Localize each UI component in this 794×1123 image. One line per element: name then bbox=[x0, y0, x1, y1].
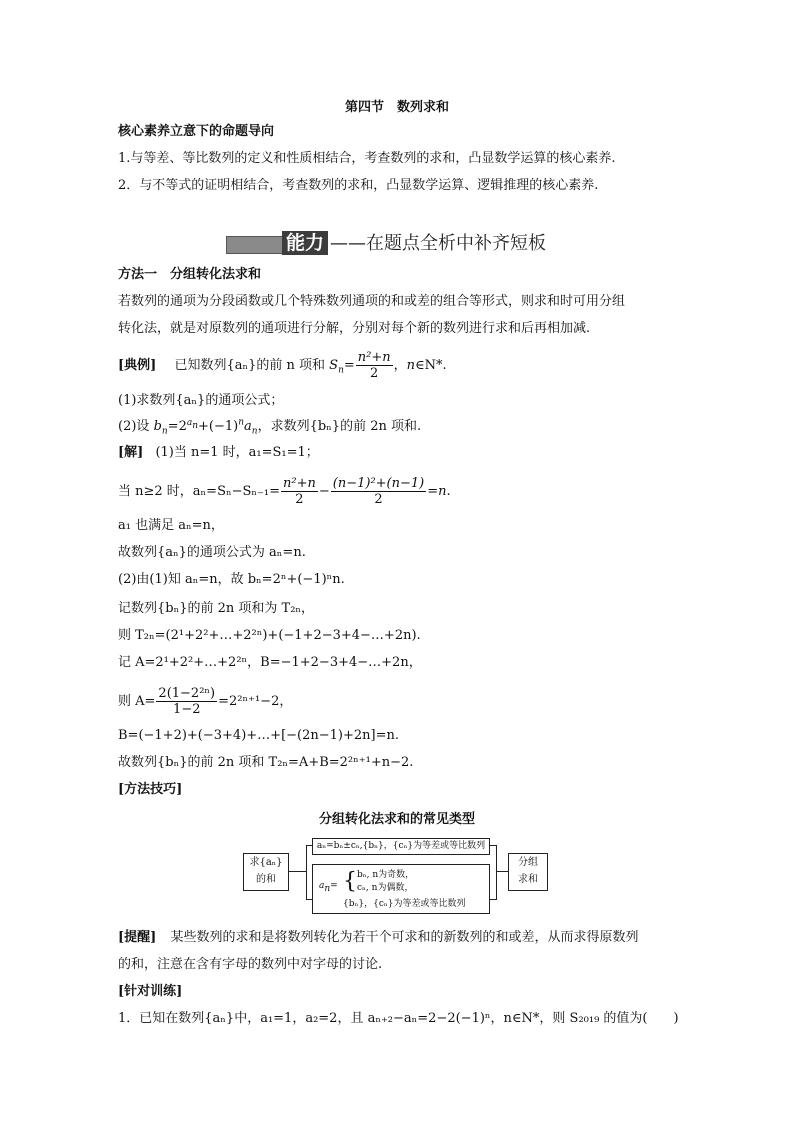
solution-step-1: (1)当 n=1 时，a₁=S₁=1； bbox=[155, 445, 319, 460]
diagram-title: 分组转化法求和的常见类型 bbox=[318, 812, 475, 827]
solution-step-4: 故数列{aₙ}的通项公式为 aₙ=n. bbox=[118, 545, 306, 560]
connector-right-vertical bbox=[496, 845, 497, 899]
mid-line-2: cₙ, n为偶数， bbox=[357, 883, 414, 893]
connector-left bbox=[288, 871, 306, 872]
reminder-label: [提醒] bbox=[118, 930, 157, 945]
diagram-middle-box bbox=[312, 864, 490, 914]
solution-step-10: B=(−1+2)+(−3+4)+…+[−(2n−1)+2n]=n. bbox=[118, 728, 399, 743]
method-desc-2: 转化法，就是对原数列的通项进行分解，分别对每个新的数列进行求和后再相加减. bbox=[118, 321, 591, 336]
example-label: [典例] bbox=[118, 358, 157, 373]
connector-right-bottom bbox=[489, 899, 497, 900]
brace-icon: { bbox=[343, 869, 357, 894]
solution-step-8: 记 A=2¹+2²+…+2²ⁿ，B=−1+2−3+4−…+2n， bbox=[118, 655, 422, 670]
question-1: (1)求数列{aₙ}的通项公式； bbox=[118, 393, 284, 408]
goal-item-2: 2．与不等式的证明相结合，考查数列的求和，凸显数学运算、逻辑推理的核心素养. bbox=[118, 178, 599, 193]
solution-step-9-suffix: =2²ⁿ⁺¹−2， bbox=[218, 694, 293, 709]
diagram-right-box bbox=[508, 853, 548, 891]
connector-left-vertical bbox=[306, 845, 307, 899]
left-box-line-1: 求{aₙ} bbox=[249, 857, 283, 868]
solution-line-9 bbox=[118, 686, 292, 717]
connector-right-top bbox=[489, 845, 497, 846]
goal-item-1: 1.与等差、等比数列的定义和性质相结合，考查数列的求和，凸显数学运算的核心素养. bbox=[118, 151, 616, 166]
fraction-sn: $\frac{\text{n²+n}}{2}$ bbox=[283, 476, 316, 507]
ability-banner bbox=[226, 231, 566, 257]
fraction-sn-1: $\frac{\text{(n−1)²+(n−1)}}{2}$ bbox=[332, 476, 425, 507]
solution-step-2-prefix: 当 n≥2 时，aₙ=Sₙ−Sₙ₋₁= bbox=[118, 484, 280, 499]
solution-line-1 bbox=[118, 444, 319, 462]
practice-question-1: 1．已知在数列{aₙ}中，a₁=1，a₂=2，且 aₙ₊₂−aₙ=2−2(−1)ⁿ，n∈N*，则 S₂₀₁₉ 的值为( ) bbox=[118, 1011, 679, 1026]
banner-tag: 能力 bbox=[282, 231, 328, 255]
mid-line-1: bₙ, n为奇数， bbox=[357, 870, 415, 880]
solution-label: [解] bbox=[118, 445, 144, 460]
left-box-line-2: 的和 bbox=[256, 874, 276, 885]
question-2-suffix: ，求数列{bₙ}的前 2n 项和. bbox=[257, 419, 422, 434]
solution-step-9-prefix: 则 A= bbox=[118, 694, 156, 709]
method-heading: 方法一 分组转化法求和 bbox=[118, 267, 262, 282]
solution-step-5: (2)由(1)知 aₙ=n，故 bₙ=2ⁿ+(−1)ⁿn. bbox=[118, 572, 345, 587]
solution-step-7: 则 T₂ₙ=(2¹+2²+…+2²ⁿ)+(−1+2−3+4−…+2n). bbox=[118, 628, 421, 643]
fraction-a: $\frac{\text{2(1−2²ⁿ)}}{1-2}$ bbox=[158, 686, 216, 717]
example-intro: 已知数列{aₙ}的前 n 项和 bbox=[174, 358, 326, 373]
solution-step-11: 故数列{bₙ}的前 2n 项和 T₂ₙ=A+B=2²ⁿ⁺¹+n−2. bbox=[118, 755, 414, 770]
right-box-line-1: 分组 bbox=[518, 857, 538, 868]
solution-step-6: 记数列{bₙ}的前 2n 项和为 T₂ₙ， bbox=[118, 601, 315, 616]
banner-subtitle: ——在题点全析中补齐短板 bbox=[330, 233, 546, 254]
solution-line-2: 当 n≥2 时，aₙ=Sₙ−Sₙ₋₁= $\frac{\text{n²+n}}{2}$ − $\frac{\text{(n−1)²+(n−1)}}{2}$ =n. bbox=[118, 476, 451, 507]
reminder-line-1 bbox=[118, 929, 638, 947]
reminder-text-1: 某些数列的求和是将数列转化为若干个可求和的新数列的和或差，从而求得原数列 bbox=[170, 930, 639, 945]
an-equals: $a_n=$ bbox=[319, 881, 338, 894]
diagram-left-box bbox=[243, 853, 289, 891]
banner-bar bbox=[226, 236, 284, 254]
solution-step-3: a₁ 也满足 aₙ=n， bbox=[118, 518, 224, 533]
question-2-prefix: (2)设 bbox=[118, 419, 150, 434]
method-desc-1: 若数列的通项为分段函数或几个特殊数列通项的和或差的组合等形式，则求和时可用分组 bbox=[118, 294, 626, 309]
mid-line-3: {bₙ}，{cₙ}为等差或等比数列 bbox=[343, 899, 466, 909]
diagram-top-box: aₙ=bₙ±cₙ,{bₙ}，{cₙ}为等差或等比数列 bbox=[312, 838, 490, 855]
practice-label: [针对训练] bbox=[118, 984, 183, 999]
right-box-line-2: 求和 bbox=[518, 874, 538, 885]
example-line: [典例] 已知数列{aₙ}的前 n 项和 $S_n=$ $\frac{\text{n²+n}}{2}$ ，n∈N*. bbox=[118, 350, 447, 381]
sn-fraction: $\frac{\text{n²+n}}{2}$ bbox=[357, 350, 391, 381]
reminder-line-2: 的和，注意在含有字母的数列中对字母的讨论. bbox=[118, 957, 383, 972]
section-heading: 核心素养立意下的命题导向 bbox=[118, 124, 275, 139]
page-title: 第四节 数列求和 bbox=[344, 100, 449, 115]
connector-right bbox=[496, 871, 508, 872]
question-2: (2)设 $b_n=2^{a_n}+(-1)^na_n$，求数列{bₙ}的前 2n 项和. bbox=[118, 417, 422, 437]
tips-label: [方法技巧] bbox=[118, 782, 183, 797]
